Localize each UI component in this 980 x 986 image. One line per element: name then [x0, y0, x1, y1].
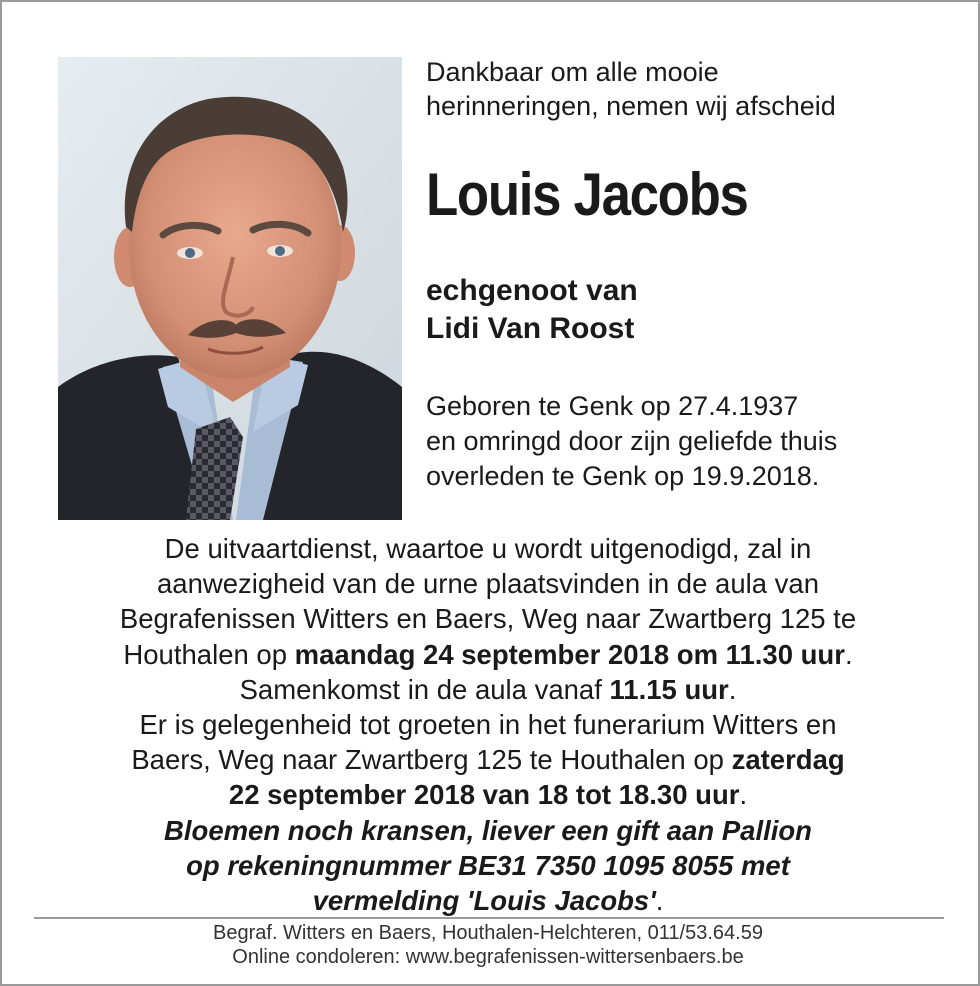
footer	[30, 921, 946, 969]
spouse-name: Lidi Van Roost	[426, 312, 635, 345]
visitation-line	[30, 742, 946, 777]
flowers-reference: vermelding 'Louis Jacobs'	[312, 885, 656, 917]
visitation-line: Er is gelegenheid tot groeten in het funerarium Witters en	[139, 709, 837, 741]
service-date: maandag 24 september 2018 om 11.30 uur	[294, 638, 845, 670]
spouse-label: echgenoot van	[426, 274, 638, 307]
visitation-line	[30, 777, 946, 812]
flowers-line	[30, 883, 946, 918]
deceased-name: Louis Jacobs	[426, 161, 748, 228]
intro-text	[426, 55, 836, 123]
service-text: Houthalen op	[123, 638, 295, 670]
visitation-day: zaterdag	[731, 744, 845, 776]
intro-line: Dankbaar om alle mooie	[426, 57, 719, 87]
visitation-date: 22 september 2018 van 18 tot 18.30 uur	[228, 779, 740, 811]
death-line: en omringd door zijn geliefde thuis	[426, 426, 838, 456]
birth-line: Geboren te Genk op 27.4.1937	[426, 391, 799, 421]
announcement-body	[30, 531, 946, 918]
service-line: Begrafenissen Witters en Baers, Weg naar Zwartberg 125 te	[119, 603, 857, 635]
service-line: aanwezigheid van de urne plaatsvinden in de aula van	[156, 568, 819, 600]
flowers-text: .	[655, 885, 664, 917]
service-line	[30, 637, 946, 672]
flowers-line: Bloemen noch kransen, liever een gift aan Pallion	[164, 814, 812, 846]
flowers-line: op rekeningnummer BE31 7350 1095 8055 met	[186, 849, 790, 881]
life-dates	[426, 389, 837, 494]
spouse-block	[426, 272, 638, 348]
gathering-line	[30, 672, 946, 707]
visitation-text: .	[739, 779, 748, 811]
death-line: overleden te Genk op 19.9.2018.	[426, 461, 820, 491]
visitation-text: Baers, Weg naar Zwartberg 125 te Houthalen op	[131, 744, 732, 776]
gathering-text: .	[728, 673, 737, 705]
service-line: De uitvaartdienst, waartoe u wordt uitgenodigd, zal in	[164, 533, 812, 564]
gathering-text: Samenkomst in de aula vanaf	[239, 673, 610, 705]
funeral-home-info: Begraf. Witters en Baers, Houthalen-Helchteren, 011/53.64.59	[213, 922, 763, 944]
intro-line: herinneringen, nemen wij afscheid	[426, 91, 836, 121]
portrait-photo	[58, 57, 402, 520]
divider	[34, 917, 944, 919]
service-text: .	[844, 638, 853, 670]
condolence-link[interactable]: Online condoleren: www.begrafenissen-wittersenbaers.be	[232, 946, 744, 968]
gathering-time: 11.15 uur	[609, 673, 729, 705]
